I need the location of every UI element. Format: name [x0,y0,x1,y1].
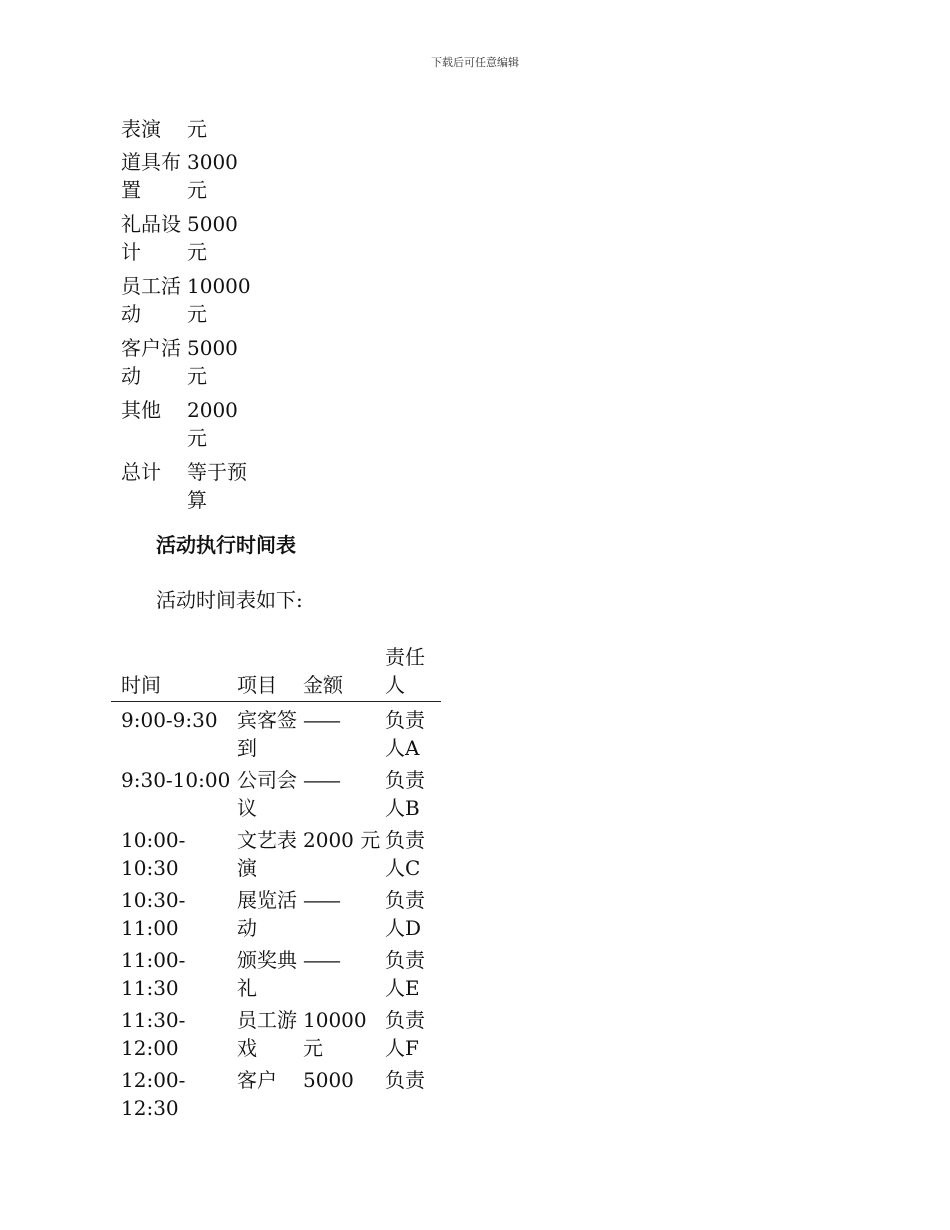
cell-time: 12:00-12:30 [121,1068,186,1120]
cell-owner: 负责人D [385,888,425,940]
budget-row [121,272,257,328]
cell-time: 10:00-10:30 [121,828,186,880]
header-amount: 金额 [303,673,343,697]
cell-owner: 负责人E [385,948,425,1000]
cell-item: 公司会议 [237,768,297,820]
page-header: 下载后可任意编辑 [431,56,519,69]
budget-item: 其他 [121,398,161,422]
cell-amount: 2000 元 [303,828,381,852]
budget-amount: 10000 元 [187,274,251,326]
table-row [111,706,441,762]
cell-amount: 5000 [303,1068,354,1092]
budget-amount: 5000 元 [187,336,238,388]
table-header [111,643,441,702]
cell-amount: 10000 元 [303,1008,367,1060]
schedule-table [111,643,441,1124]
cell-owner: 负责人F [385,1008,425,1060]
table-row [111,1006,441,1062]
table-row [111,946,441,1002]
budget-row [121,148,257,204]
budget-item: 员工活动 [121,274,181,326]
budget-item: 总计 [121,460,161,484]
cell-item: 宾客签到 [237,708,297,760]
cell-owner: 负责人C [385,828,425,880]
intro-text: 活动时间表如下: [156,588,303,612]
budget-item: 客户活动 [121,336,181,388]
cell-item: 客户 [237,1068,277,1092]
cell-amount: —— [303,708,339,732]
cell-time: 11:00-11:30 [121,948,186,1000]
budget-item: 表演 [121,117,161,141]
budget-item: 礼品设计 [121,212,181,264]
table-row [111,766,441,822]
budget-amount: 等于预算 [187,460,247,512]
budget-row [121,115,257,143]
section-heading: 活动执行时间表 [156,533,296,557]
header-time: 时间 [121,673,161,697]
budget-row [121,458,257,514]
cell-amount: —— [303,948,339,972]
cell-item: 展览活动 [237,888,297,940]
cell-time: 9:00-9:30 [121,708,218,732]
cell-time: 11:30-12:00 [121,1008,186,1060]
budget-row [121,396,257,452]
cell-item: 员工游戏 [237,1008,297,1060]
cell-item: 文艺表演 [237,828,297,880]
cell-time: 10:30-11:00 [121,888,186,940]
budget-amount: 元 [187,117,207,141]
header-owner: 责任人 [385,645,425,697]
cell-item: 颁奖典礼 [237,948,297,1000]
budget-row [121,334,257,390]
budget-table [121,115,257,520]
cell-amount: —— [303,888,339,912]
cell-owner: 负责 [385,1068,425,1092]
table-row [111,886,441,942]
budget-amount: 3000 元 [187,150,238,202]
budget-row [121,210,257,266]
budget-amount: 2000 元 [187,398,238,450]
cell-amount: —— [303,768,339,792]
table-row [111,826,441,882]
header-item: 项目 [237,673,277,697]
cell-owner: 负责人B [385,768,425,820]
table-row [111,1066,441,1122]
cell-time: 9:30-10:00 [121,768,231,792]
cell-owner: 负责人A [385,708,425,760]
budget-amount: 5000 元 [187,212,238,264]
budget-item: 道具布置 [121,150,181,202]
